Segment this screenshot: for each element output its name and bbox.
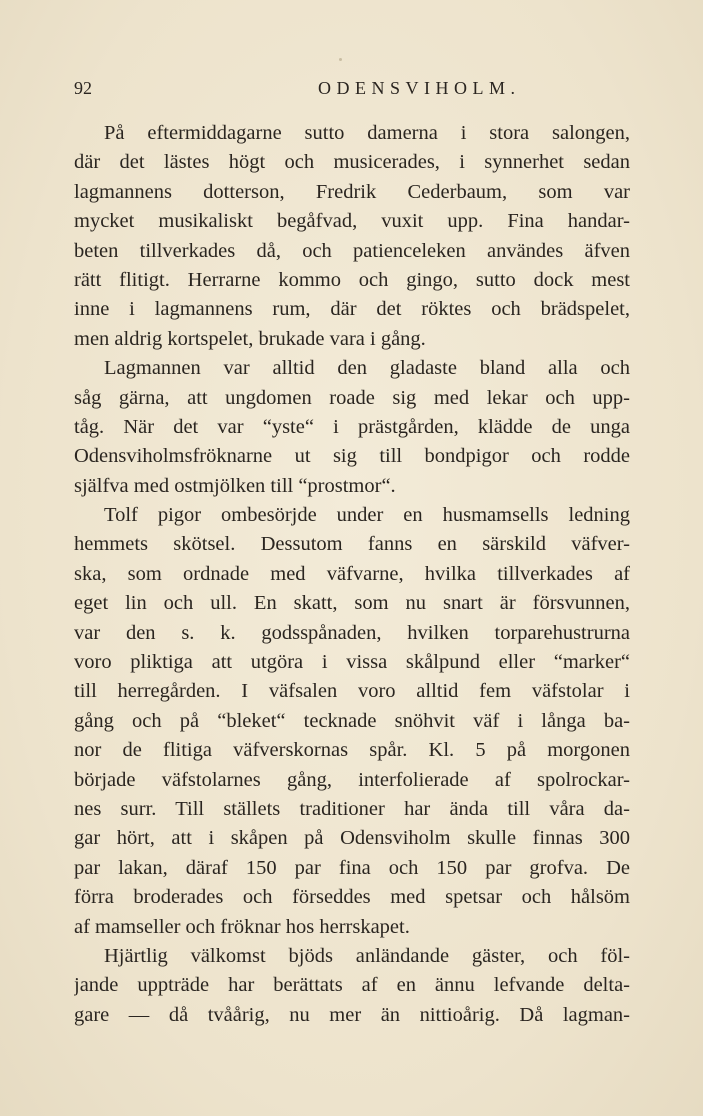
text-line: Lagmannen var alltid den gladaste bland alla och	[104, 357, 630, 380]
print-speck	[339, 58, 342, 61]
text-line: gång och på “bleket“ tecknade snöhvit väf i långa ba-	[74, 709, 630, 732]
running-title: ODENSVIHOLM.	[318, 78, 521, 98]
text-line: Odensviholmsfröknarne ut sig till bondpigor och rodde	[74, 445, 630, 468]
text-line: började väfstolarnes gång, interfolierade af spolrockar-	[74, 768, 630, 791]
text-line: lagmannens dotterson, Fredrik Cederbaum, som var	[74, 180, 630, 203]
text-line: hemmets skötsel. Dessutom fanns en särskild väfver-	[74, 533, 630, 556]
text-line: rätt flitigt. Herrarne kommo och gingo, sutto dock mest	[74, 268, 630, 291]
page-header	[74, 78, 630, 106]
page-number: 92	[74, 78, 92, 98]
text-line: voro pliktiga att utgöra i vissa skålpund eller “marker“	[74, 651, 630, 674]
text-line: inne i lagmannens rum, där det röktes och brädspelet,	[74, 298, 630, 321]
text-line: där det lästes högt och musicerades, i synnerhet sedan	[74, 151, 630, 174]
text-line: ska, som ordnade med väfvarne, hvilka tillverkades af	[74, 562, 630, 585]
text-line: beten tillverkades då, och patienceleken användes äfven	[74, 239, 630, 262]
text-line: men aldrig kortspelet, brukade vara i gång.	[74, 327, 426, 350]
text-line: nor de flitiga väfverskornas spår. Kl. 5 på morgonen	[74, 739, 630, 762]
text-line: Hjärtlig välkomst bjöds anländande gäster, och föl-	[104, 944, 630, 967]
text-line: var den s. k. godsspånaden, hvilken torparehustrurna	[74, 621, 630, 644]
text-line: par lakan, däraf 150 par fina och 150 par grofva. De	[74, 856, 630, 879]
text-line: nes surr. Till ställets traditioner har ända till våra da-	[74, 797, 630, 820]
text-line: tåg. När det var “yste“ i prästgården, klädde de unga	[74, 415, 630, 438]
text-line: jande uppträde har berättats af en ännu lefvande delta-	[74, 974, 630, 997]
text-line: själfva med ostmjölken till “prostmor“.	[74, 474, 396, 497]
text-line: gar hört, att i skåpen på Odensviholm skulle finnas 300	[74, 827, 630, 850]
text-line: Tolf pigor ombesörjde under en husmamsells ledning	[104, 504, 630, 527]
body-text	[74, 119, 630, 1030]
text-line: eget lin och ull. En skatt, som nu snart är försvunnen,	[74, 592, 630, 615]
text-line: gare — då tvåårig, nu mer än nittioårig. Då lagman-	[74, 1003, 630, 1026]
text-line: såg gärna, att ungdomen roade sig med lekar och upp-	[74, 386, 630, 409]
text-line: På eftermiddagarne sutto damerna i stora salongen,	[104, 122, 630, 144]
text-line: mycket musikaliskt begåfvad, vuxit upp. Fina handar-	[74, 210, 630, 233]
text-line: till herregården. I väfsalen voro alltid fem väfstolar i	[74, 680, 630, 703]
text-line: af mamseller och fröknar hos herrskapet.	[74, 915, 410, 938]
text-line: förra broderades och förseddes med spetsar och hålsöm	[74, 886, 630, 909]
